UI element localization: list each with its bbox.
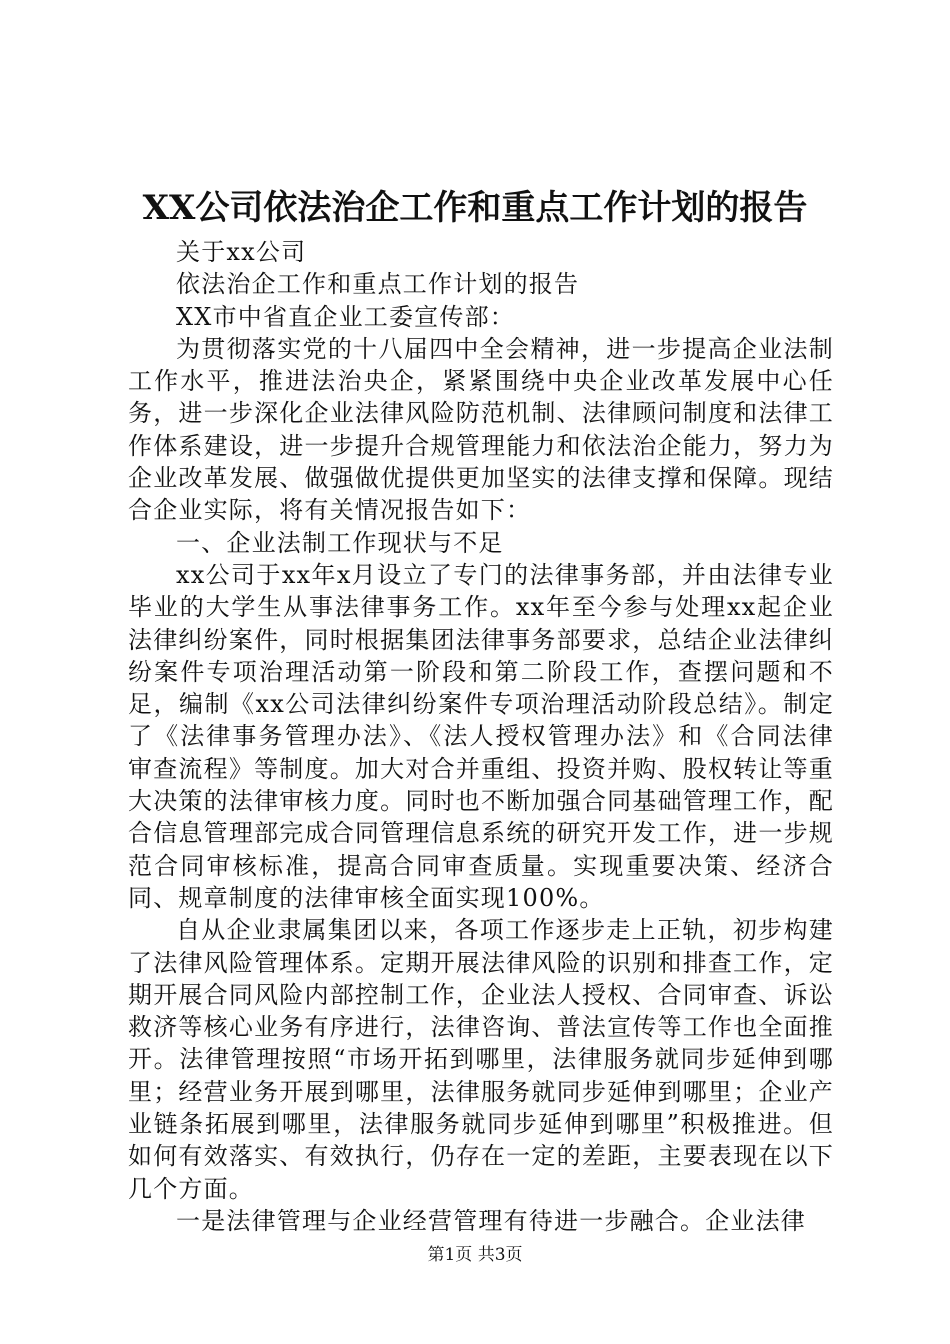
paragraph-issue-one: 一是法律管理与企业经营管理有待进一步融合。企业法律 <box>176 1206 806 1235</box>
document-body <box>128 236 834 1237</box>
paragraph-current-status: xx公司于xx年x月设立了专门的法律事务部，并由法律专业毕业的大学生从事法律事务工作。xx年至今参与处理xx起企业法律纠纷案件，同时根据集团法律事务部要求，总结企业法律纠纷案件专项治理活动第一阶段和第二阶段工作，查摆问题和不足，编制《xx公司法律纠纷案件专项治理活动阶段总结》。制定了《法律事务管理办法》、《法人授权管理办法》和《合同法律审查流程》等制度。加大对合并重组、投资并购、股权转让等重大决策的法律审核力度。同时也不断加强合同基础管理工作，配合信息管理部完成合同管理信息系统的研究开发工作，进一步规范合同审核标准，提高合同审查质量。实现重要决策、经济合同、规章制度的法律审核全面实现100%。 <box>128 560 834 912</box>
document-title: XX公司依法治企工作和重点工作计划的报告 <box>142 188 808 228</box>
section-heading-1: 一、企业法制工作现状与不足 <box>176 528 504 557</box>
paragraph-introduction: 为贯彻落实党的十八届四中全会精神，进一步提高企业法制工作水平，推进法治央企，紧紧围绕中央企业改革发展中心任务，进一步深化企业法律风险防范机制、法律顾问制度和法律工作体系建设，进一步提升合规管理能力和依法治企能力，努力为企业改革发展、做强做优提供更加坚实的法律支撑和保障。现结合企业实际，将有关情况报告如下： <box>128 334 834 525</box>
page-footer: 第1页 共3页 <box>427 1245 523 1265</box>
paragraph-recipient: XX市中省直企业工委宣传部： <box>176 302 515 331</box>
paragraph-subject-line-1: 关于xx公司 <box>176 238 307 266</box>
paragraph-subject-line-2: 依法治企工作和重点工作计划的报告 <box>176 270 580 299</box>
paragraph-risk-system: 自从企业隶属集团以来，各项工作逐步走上正轨，初步构建了法律风险管理体系。定期开展法律风险的识别和排查工作，定期开展合同风险内部控制工作，企业法人授权、合同审查、诉讼救济等核心业务有序进行，法律咨询、普法宣传等工作也全面推开。法律管理按照“市场开拓到哪里，法律服务就同步延伸到哪里；经营业务开展到哪里，法律服务就同步延伸到哪里；企业产业链条拓展到哪里，法律服务就同步延伸到哪里”积极推进。但如何有效落实、有效执行，仍存在一定的差距，主要表现在以下几个方面。 <box>128 916 834 1203</box>
